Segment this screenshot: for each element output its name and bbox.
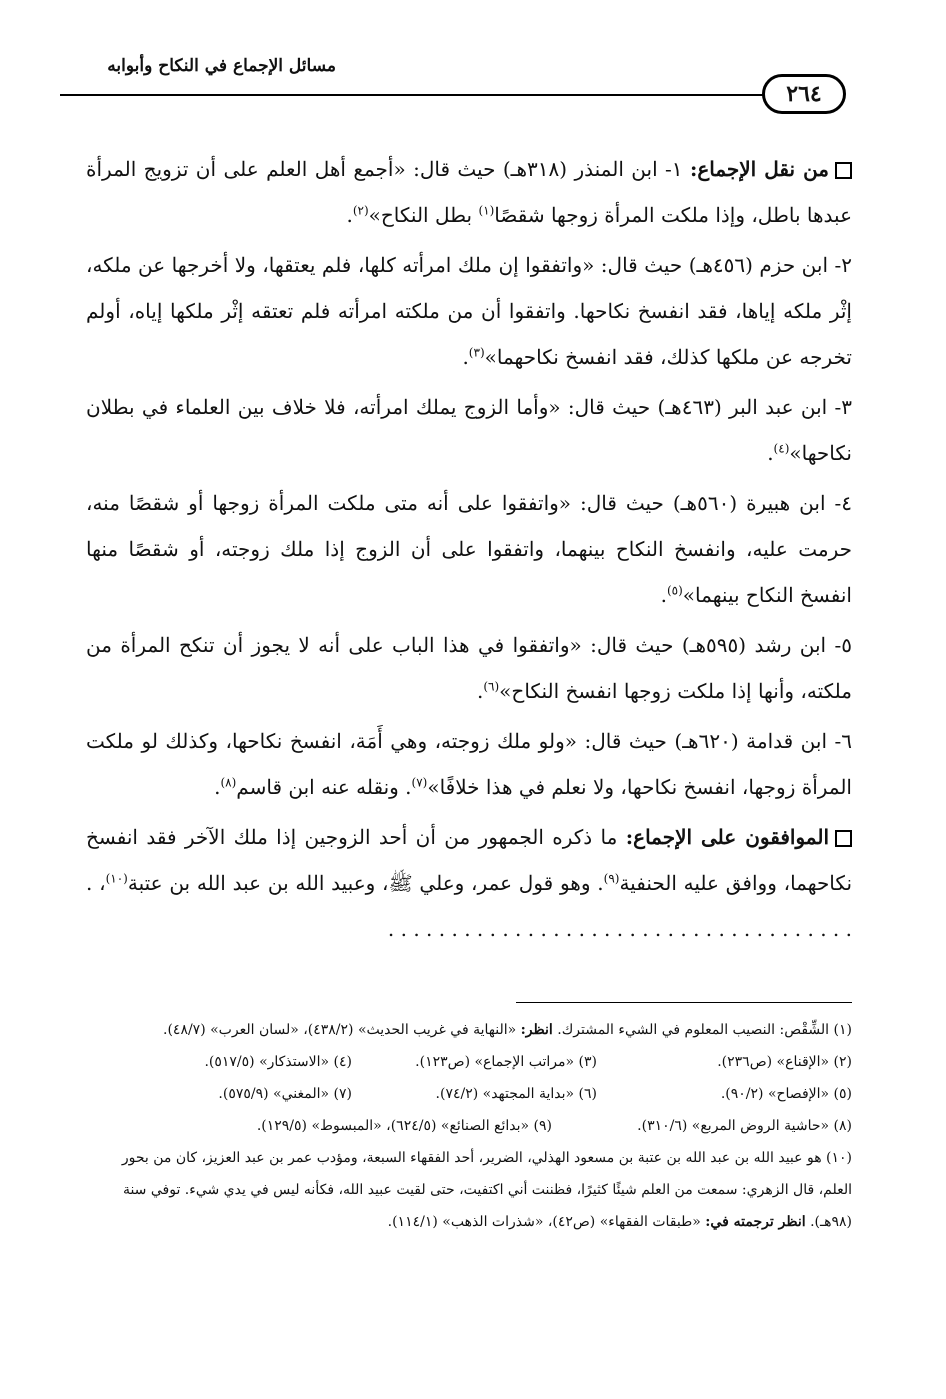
footnote-ref[interactable]: (٩) <box>603 871 620 886</box>
page-number: ٢٦٤ <box>762 74 846 114</box>
footnote-ref[interactable]: (١٠) <box>105 871 128 886</box>
paragraph-2: ٢- ابن حزم (٤٥٦هـ) حيث قال: «واتفقوا إن ملك امرأته كلها، فلم يعتقها، ولا أخرجها عن ملكه، إثْر ملكه إياها، فقد انفسخ نكاحها. واتفقوا أن من ملكته امرأته فلم تعتقه إثْر ملكها إياه، أولم تخرجه عن ملكها كذلك، فقد انفسخ نكاحهما»$^{(٣)}$. <box>86 253 852 369</box>
paragraph-7 <box>86 814 852 952</box>
footnote-6: (٦) «بداية المجتهد» (٧٤/٢). <box>435 1086 597 1102</box>
square-bullet-icon <box>835 830 852 847</box>
footnote-divider <box>516 1002 852 1003</box>
paragraph-text: ٢- ابن حزم (٤٥٦هـ) حيث قال: «واتفقوا إن ملك امرأته كلها، فلم يعتقها، ولا أخرجها عن ملكه، إثْر ملكه إياها، فقد انفسخ نكاحها. واتفقوا أن من ملكته امرأته فلم تعتقه إثْر ملكها إياه، أولم تخرجه عن ملكها كذلك، فقد انفسخ نكاحهما» <box>86 253 852 369</box>
footnote-row <box>86 1110 852 1142</box>
paragraph-text: ما ذكره الجمهور من أن أحد الزوجين إذا ملك الآخر فقد انفسخ نكاحهما، ووافق عليه الحنفية <box>86 825 853 895</box>
paragraph-4: ٤- ابن هبيرة (٥٦٠هـ) حيث قال: «واتفقوا على أنه متى ملكت المرأة زوجها أو شقصًا منه، حرمت عليه، وانفسخ النكاح بينهما، واتفقوا على أن الزوج إذا ملك زوجته، أو شقصًا منها انفسخ النكاح بينهما»$^{(٥)}$. <box>86 491 852 607</box>
footnote-4: (٤) «الاستذكار» (٥١٧/٥). <box>204 1054 352 1070</box>
paragraph-6: ٦- ابن قدامة (٦٢٠هـ) حيث قال: «ولو ملك زوجته، وهي أَمَة، انفسخ نكاحها، وكذلك لو ملكت المرأة زوجها، انفسخ نكاحها، ولا نعلم في هذا خلافًا»$^{(٧)}$. ونقله عنه ابن قاسم$^{(٨)}$. <box>86 729 853 799</box>
footnote-label: انظر: <box>520 1022 553 1038</box>
footnote-row <box>86 1046 852 1078</box>
footnote-text: «طبقات الفقهاء» (ص٤٢)، «شذرات الذهب» (١١٤/١). <box>387 1214 701 1230</box>
footnote-row <box>86 1078 852 1110</box>
footnote-ref[interactable]: (٣) <box>468 345 485 360</box>
footnote-ref[interactable]: (٥) <box>666 583 683 598</box>
footnote-ref[interactable]: (٢) <box>352 203 369 218</box>
paragraph-1: من نقل الإجماع: ١- ابن المنذر (٣١٨هـ) حيث قال: «أجمع أهل العلم على أن تزويج المرأة عبدها باطل، وإذا ملكت المرأة زوجها شقصًا$^{(١)}$ بطل النكاح»$^{(٢)}$. <box>86 157 852 227</box>
footnote-ref[interactable]: (٦) <box>483 679 500 694</box>
paragraph-5: ٥- ابن رشد (٥٩٥هـ) حيث قال: «واتفقوا في هذا الباب على أنه لا يجوز أن تنكح المرأة من ملكته، وأنها إذا ملكت زوجها انفسخ النكاح»$^{(٦)}$. <box>86 633 852 703</box>
footnote-ref[interactable]: (١) <box>478 203 495 218</box>
main-text <box>86 146 852 956</box>
paragraph-text: ١- ابن المنذر (٣١٨هـ) حيث قال: «أجمع أهل العلم على أن تزويج المرأة عبدها باطل، وإذا ملكت المرأة زوجها شقصًا <box>86 157 852 227</box>
footnote-8: (٨) «حاشية الروض المربع» (٣١٠/٦). <box>637 1118 852 1134</box>
footnote-3: (٣) «مراتب الإجماع» (ص١٢٣). <box>415 1054 597 1070</box>
section-lead: من نقل الإجماع: <box>689 157 830 181</box>
header-rule <box>60 94 790 96</box>
footnote-ref[interactable]: (٧) <box>411 775 428 790</box>
paragraph-text: ٤- ابن هبيرة (٥٦٠هـ) حيث قال: «واتفقوا على أنه متى ملكت المرأة زوجها أو شقصًا منه، حرمت عليه، وانفسخ النكاح بينهما، واتفقوا على أن الزوج إذا ملك زوجته، أو شقصًا منها انفسخ النكاح بينهما» <box>86 491 852 607</box>
running-title: مسائل الإجماع في النكاح وأبوابه <box>107 56 336 76</box>
section-lead: الموافقون على الإجماع: <box>625 825 830 849</box>
paragraph-text: بطل النكاح» <box>368 203 473 227</box>
footnote-7: (٧) «المغني» (٥٧٥/٩). <box>218 1086 352 1102</box>
footnote-label: انظر ترجمته في: <box>705 1214 806 1230</box>
footnote-1 <box>86 1014 852 1046</box>
paragraph-text: . ونقله عنه ابن قاسم <box>236 775 412 799</box>
footnote-2: (٢) «الإقناع» (ص٢٣٦). <box>717 1054 852 1070</box>
paragraph-text: ٣- ابن عبد البر (٤٦٣هـ) حيث قال: «وأما الزوج يملك امرأته، فلا خلاف بين العلماء في بطلان نكاحها» <box>86 395 852 465</box>
paragraph-text: ٥- ابن رشد (٥٩٥هـ) حيث قال: «واتفقوا في هذا الباب على أنه لا يجوز أن تنكح المرأة من ملكته، وأنها إذا ملكت زوجها انفسخ النكاح» <box>86 633 852 703</box>
footnote-ref[interactable]: (٤) <box>773 441 790 456</box>
footnote-text: (١٠) هو عبيد الله بن عبد الله بن عتبة بن مسعود الهذلي، الضرير، أحد الفقهاء السبعة، ومؤدب عمر بن عبد العزيز، كان من بحور العلم، قال الزهري: سمعت من العلم شيئًا كثيرًا، فظننت أني اكتفيت، حتى لقيت عبيد الله، فكأنه ليس في يدي شيء. توفي سنة (٩٨هـ). <box>121 1150 852 1230</box>
footnote-ref[interactable]: (٨) <box>220 775 237 790</box>
footnote-5: (٥) «الإفصاح» (٩٠/٢). <box>720 1086 852 1102</box>
paragraph-3: ٣- ابن عبد البر (٤٦٣هـ) حيث قال: «وأما الزوج يملك امرأته، فلا خلاف بين العلماء في بطلان نكاحها»$^{(٤)}$. <box>86 395 852 465</box>
continuation-dots: ، . . . . . . . . . . . . . . . . . . . . . . . . . . . . . . . . . . . . . . <box>86 871 852 941</box>
paragraph-text: . وهو قول عمر، وعلي ﷺ، وعبيد الله بن عبد الله بن عتبة <box>127 871 604 895</box>
footnote-text: (١) الشِّقْص: النصيب المعلوم في الشيء المشترك. <box>557 1022 852 1038</box>
footnote-text: «النهاية في غريب الحديث» (٤٣٨/٢)، «لسان العرب» (٤٨/٧). <box>163 1022 517 1038</box>
footnotes <box>86 1014 852 1238</box>
footnote-10 <box>86 1142 852 1238</box>
footnote-9: (٩) «بدائع الصنائع» (٦٢٤/٥)، «المبسوط» (١٢٩/٥). <box>256 1118 552 1134</box>
square-bullet-icon <box>835 162 852 179</box>
paragraph-text: ٦- ابن قدامة (٦٢٠هـ) حيث قال: «ولو ملك زوجته، وهي أَمَة، انفسخ نكاحها، وكذلك لو ملكت المرأة زوجها، انفسخ نكاحها، ولا نعلم في هذا خلافًا» <box>86 729 853 799</box>
